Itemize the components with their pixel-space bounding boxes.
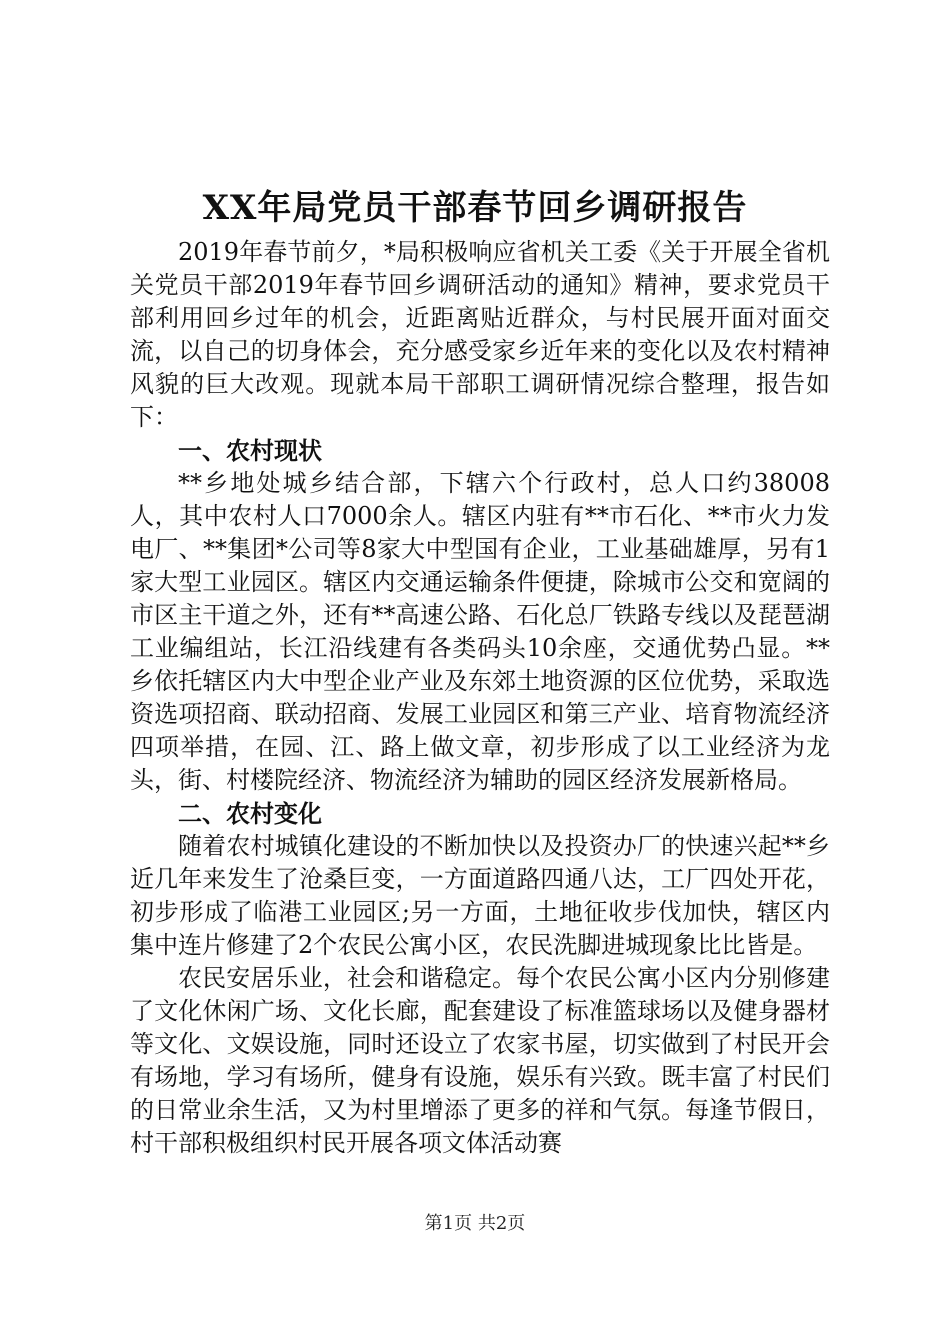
intro-paragraph: 2019年春节前夕，*局积极响应省机关工委《关于开展全省机关党员干部2019年春节回乡调研活动的通知》精神，要求党员干部利用回乡过年的机会，近距离贴近群众，与村民展开面对面交流，以自己的切身体会，充分感受家乡近年来的变化以及农村精神风貌的巨大改观。现就本局干部职工调研情况综合整理，报告如下： bbox=[130, 238, 830, 431]
section-paragraph-rural-changes-2: 农民安居乐业，社会和谐稳定。每个农民公寓小区内分别修建了文化休闲广场、文化长廊，配套建设了标准篮球场以及健身器材等文化、文娱设施，同时还设立了农家书屋，切实做到了村民开会有场地，学习有场所，健身有设施，娱乐有兴致。既丰富了村民们的日常业余生活，又为村里增添了更多的祥和气氛。每逢节假日，村干部积极组织村民开展各项文体活动赛 bbox=[130, 964, 830, 1157]
document-title: XX年局党员干部春节回乡调研报告 bbox=[202, 188, 748, 228]
page-number-footer: 第1页 共2页 bbox=[424, 1213, 526, 1234]
section-heading-rural-changes: 二、农村变化 bbox=[178, 799, 322, 828]
section-heading-rural-status: 一、农村现状 bbox=[178, 436, 322, 465]
section-paragraph-rural-changes-1: 随着农村城镇化建设的不断加快以及投资办厂的快速兴起**乡近几年来发生了沧桑巨变，一方面道路四通八达，工厂四处开花，初步形成了临港工业园区;另一方面，土地征收步伐加快，辖区内集中连片修建了2个农民公寓小区，农民洗脚进城现象比比皆是。 bbox=[130, 832, 830, 959]
section-paragraph-rural-status: **乡地处城乡结合部，下辖六个行政村，总人口约38008人，其中农村人口7000余人。辖区内驻有**市石化、**市火力发电厂、**集团*公司等8家大中型国有企业，工业基础雄厚，另有1家大型工业园区。辖区内交通运输条件便捷，除城市公交和宽阔的市区主干道之外，还有**高速公路、石化总厂铁路专线以及琵琶湖工业编组站，长江沿线建有各类码头10余座，交通优势凸显。**乡依托辖区内大中型企业产业及东郊土地资源的区位优势，采取选资选项招商、联动招商、发展工业园区和第三产业、培育物流经济四项举措，在园、江、路上做文章，初步形成了以工业经济为龙头，街、村楼院经济、物流经济为辅助的园区经济发展新格局。 bbox=[130, 469, 830, 794]
document-body bbox=[130, 236, 830, 1160]
